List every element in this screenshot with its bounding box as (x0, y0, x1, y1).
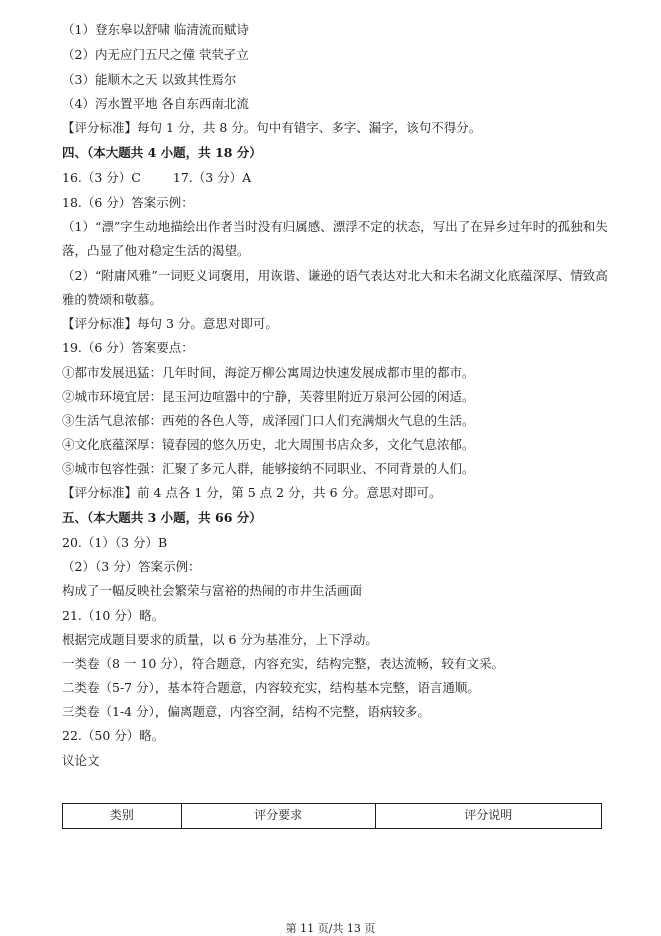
q18-p2-line2: 雅的赞颂和敬慕。 (62, 292, 163, 307)
table-header-row (63, 804, 602, 829)
q21-line-4: 三类卷（1-4 分），偏离题意，内容空洞，结构不完整，语病较多。 (62, 704, 430, 719)
q18-p2-line1: （2）“附庸风雅”一词贬义词褒用，用诙谐、谦逊的语气表达对北大和未名湖文化底蕴深厚、情致高 (62, 268, 608, 283)
q19-point-1: ①都市发展迅猛：几年时间，海淀万柳公寓周边快速发展成都市里的都市。 (62, 365, 475, 380)
table-header-requirements: 评分要求 (181, 804, 375, 829)
answer-line-2: （2）内无应门五尺之僮 茕茕孑立 (62, 47, 249, 62)
q22-header: 22.（50 分）略。 (62, 728, 165, 743)
scoring-criteria-q15: 【评分标准】每句 1 分，共 8 分。句中有错字、多字、漏字，该句不得分。 (62, 120, 482, 135)
section-heading-5: 五、（本大题共 3 小题，共 66 分） (62, 510, 262, 525)
q19-header: 19.（6 分）答案要点： (62, 340, 194, 355)
q18-header: 18.（6 分）答案示例： (62, 195, 194, 210)
q21-line-3: 二类卷（5-7 分），基本符合题意，内容较充实，结构基本完整，语言通顺。 (62, 680, 480, 695)
q19-criteria: 【评分标准】前 4 点各 1 分，第 5 点 2 分，共 6 分。意思对即可。 (62, 485, 442, 500)
scoring-table (62, 803, 602, 829)
q18-p1-line1: （1）“漂”字生动地描绘出作者当时没有归属感、漂浮不定的状态，写出了在异乡过年时的孤独和失 (62, 219, 608, 234)
q19-point-5: ⑤城市包容性强：汇聚了多元人群，能够接纳不同职业、不同背景的人们。 (62, 461, 475, 476)
q21-header: 21.（10 分）略。 (62, 608, 165, 623)
table-header-category: 类别 (63, 804, 182, 829)
q18-criteria: 【评分标准】每句 3 分。意思对即可。 (62, 316, 278, 331)
answer-line-4: （4）泻水置平地 各自东西南北流 (62, 96, 249, 111)
q21-line-2: 一类卷（8 一 10 分），符合题意，内容充实，结构完整，表达流畅，较有文采。 (62, 656, 505, 671)
q17-answer: 17.（3 分）A (172, 170, 252, 185)
q20-part2-answer: 构成了一幅反映社会繁荣与富裕的热闹的市井生活画面 (62, 583, 363, 598)
q22-genre: 议论文 (62, 753, 100, 768)
page-footer: 第 11 页/共 13 页 (285, 922, 376, 935)
answer-line-3: （3）能顺木之天 以致其性焉尔 (62, 72, 237, 87)
q20-part2-header: （2）（3 分）答案示例： (62, 559, 201, 574)
q19-point-3: ③生活气息浓郁：西苑的各色人等，成泽园门口人们充满烟火气息的生活。 (62, 413, 475, 428)
q18-p1-line2: 落，凸显了他对稳定生活的渴望。 (62, 243, 250, 258)
q16-q17-row (62, 170, 251, 186)
answer-line-1: （1）登东皋以舒啸 临清流而赋诗 (62, 22, 249, 37)
table-header-notes: 评分说明 (375, 804, 601, 829)
q20-part1: 20.（1）（3 分）B (62, 535, 168, 550)
section-heading-4: 四、（本大题共 4 小题，共 18 分） (62, 145, 262, 160)
q21-line-1: 根据完成题目要求的质量，以 6 分为基准分，上下浮动。 (62, 632, 378, 647)
q16-answer: 16.（3 分）C (62, 170, 141, 185)
q19-point-4: ④文化底蕴深厚：镜春园的悠久历史，北大周围书店众多，文化气息浓郁。 (62, 437, 475, 452)
q19-point-2: ②城市环境宜居：昆玉河边喧嚣中的宁静，芙蓉里附近万泉河公园的闲适。 (62, 389, 475, 404)
